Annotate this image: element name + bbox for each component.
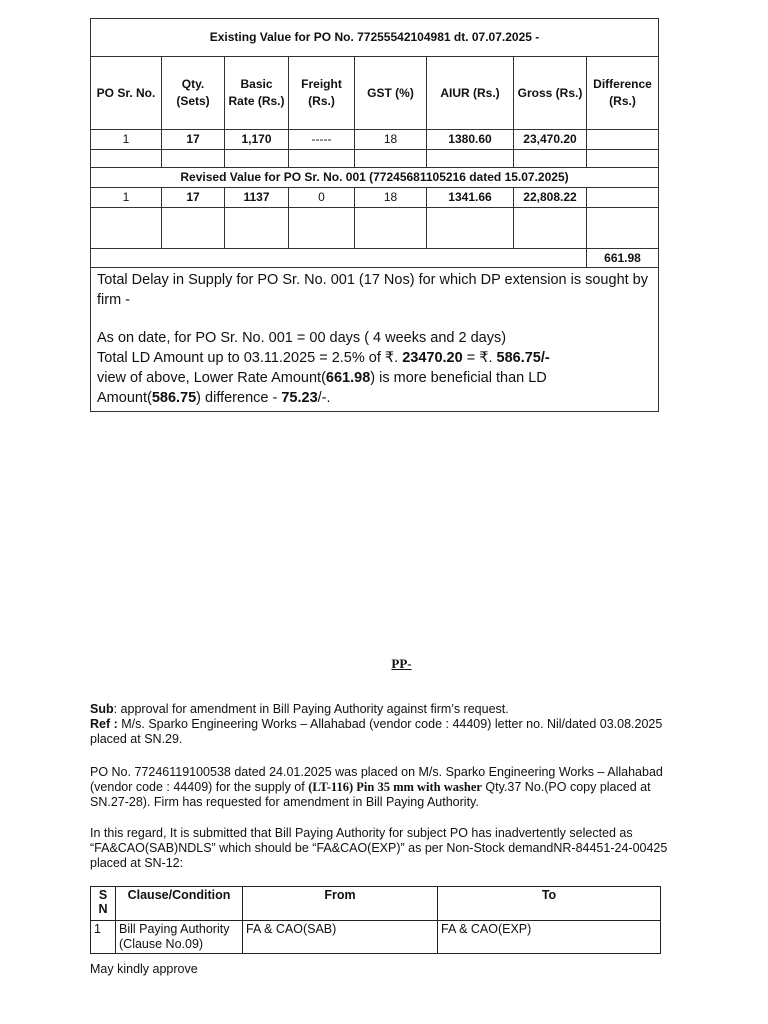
subject-line: Sub: approval for amendment in Bill Paying Authority against firm’s request. [90, 702, 509, 716]
blank-row [91, 208, 659, 249]
pp-title: PP- [391, 656, 412, 671]
header-cell: To [438, 887, 661, 921]
header-cell: Basic Rate (Rs.) [225, 57, 289, 130]
closing-line: May kindly approve [90, 962, 198, 976]
submission-paragraph: In this regard, It is submitted that Bill Paying Authority for subject PO has inadvertently selected as “FA&CAO(SAB)NDLS” which should be “FA&CAO(EXP)” as per Non-Stock demandNR-84451-24-00425 placed at SN-12: [90, 826, 668, 870]
table-cell: 18 [355, 188, 427, 208]
days-line: As on date, for PO Sr. No. 001 = 00 days ( 4 weeks and 2 days) [97, 330, 507, 346]
table-cell: 0 [289, 188, 355, 208]
header-cell: Qty. (Sets) [162, 57, 225, 130]
table-cell: 1 [91, 921, 116, 954]
header-cell: S N [91, 887, 116, 921]
table-cell: FA & CAO(EXP) [438, 921, 661, 954]
header-cell: Gross (Rs.) [514, 57, 587, 130]
po-paragraph: PO No. 77246119100538 dated 24.01.2025 was placed on M/s. Sparko Engineering Works – Allahabad (vendor code : 44409) for the supply of (LT-116) Pin 35 mm with washer Qty.37 No.(PO copy placed at SN.27-28). Firm has requested for amendment in Bill Paying Authority. [90, 765, 663, 809]
header-cell: Difference (Rs.) [587, 57, 659, 130]
header-cell: GST (%) [355, 57, 427, 130]
difference-value: 661.98 [587, 249, 659, 268]
header-cell: From [243, 887, 438, 921]
table-header-row [91, 57, 659, 130]
existing-value-title: Existing Value for PO No. 77255542104981 dt. 07.07.2025 - [91, 19, 659, 57]
table-cell [587, 130, 659, 150]
table-cell: 1380.60 [427, 130, 514, 150]
difference-row [91, 249, 659, 268]
sub-ref-block [90, 702, 690, 747]
table-cell [587, 188, 659, 208]
header-cell: Clause/Condition [116, 887, 243, 921]
reference-line: Ref : M/s. Sparko Engineering Works – Allahabad (vendor code : 44409) letter no. Nil/dated 03.08.2025 placed at SN.29. [90, 717, 663, 746]
table-cell: 23,470.20 [514, 130, 587, 150]
revised-title-row [91, 168, 659, 188]
clause-header-row [91, 887, 661, 921]
table-cell: 1341.66 [427, 188, 514, 208]
comparison-line: view of above, Lower Rate Amount(661.98) is more beneficial than LD Amount(586.75) difference - 75.23/-. [97, 370, 547, 406]
summary-row [91, 268, 659, 412]
delay-summary [91, 268, 659, 412]
header-cell: Freight (Rs.) [289, 57, 355, 130]
header-cell: PO Sr. No. [91, 57, 162, 130]
table-cell: 1 [91, 188, 162, 208]
table-cell: 18 [355, 130, 427, 150]
blank-row [91, 150, 659, 168]
header-cell: AIUR (Rs.) [427, 57, 514, 130]
table-cell: Bill Paying Authority (Clause No.09) [116, 921, 243, 954]
table-cell: FA & CAO(SAB) [243, 921, 438, 954]
existing-value-row [91, 130, 659, 150]
clause-row [91, 921, 661, 954]
delay-line: Total Delay in Supply for PO Sr. No. 001 (17 Nos) for which DP extension is sought by firm - [97, 272, 648, 308]
table-cell: 1,170 [225, 130, 289, 150]
ld-amount-line: Total LD Amount up to 03.11.2025 = 2.5% of ₹. 23470.20 = ₹. 586.75/- [97, 350, 550, 366]
table-cell: ----- [289, 130, 355, 150]
table-cell: 22,808.22 [514, 188, 587, 208]
table-cell: 1 [91, 130, 162, 150]
table-cell: 17 [162, 188, 225, 208]
revised-value-row [91, 188, 659, 208]
table-cell: 17 [162, 130, 225, 150]
value-comparison-table [90, 18, 659, 412]
clause-table [90, 886, 661, 954]
table-cell: 1137 [225, 188, 289, 208]
table-title-row [91, 19, 659, 57]
revised-value-title: Revised Value for PO Sr. No. 001 (77245681105216 dated 15.07.2025) [91, 168, 659, 188]
